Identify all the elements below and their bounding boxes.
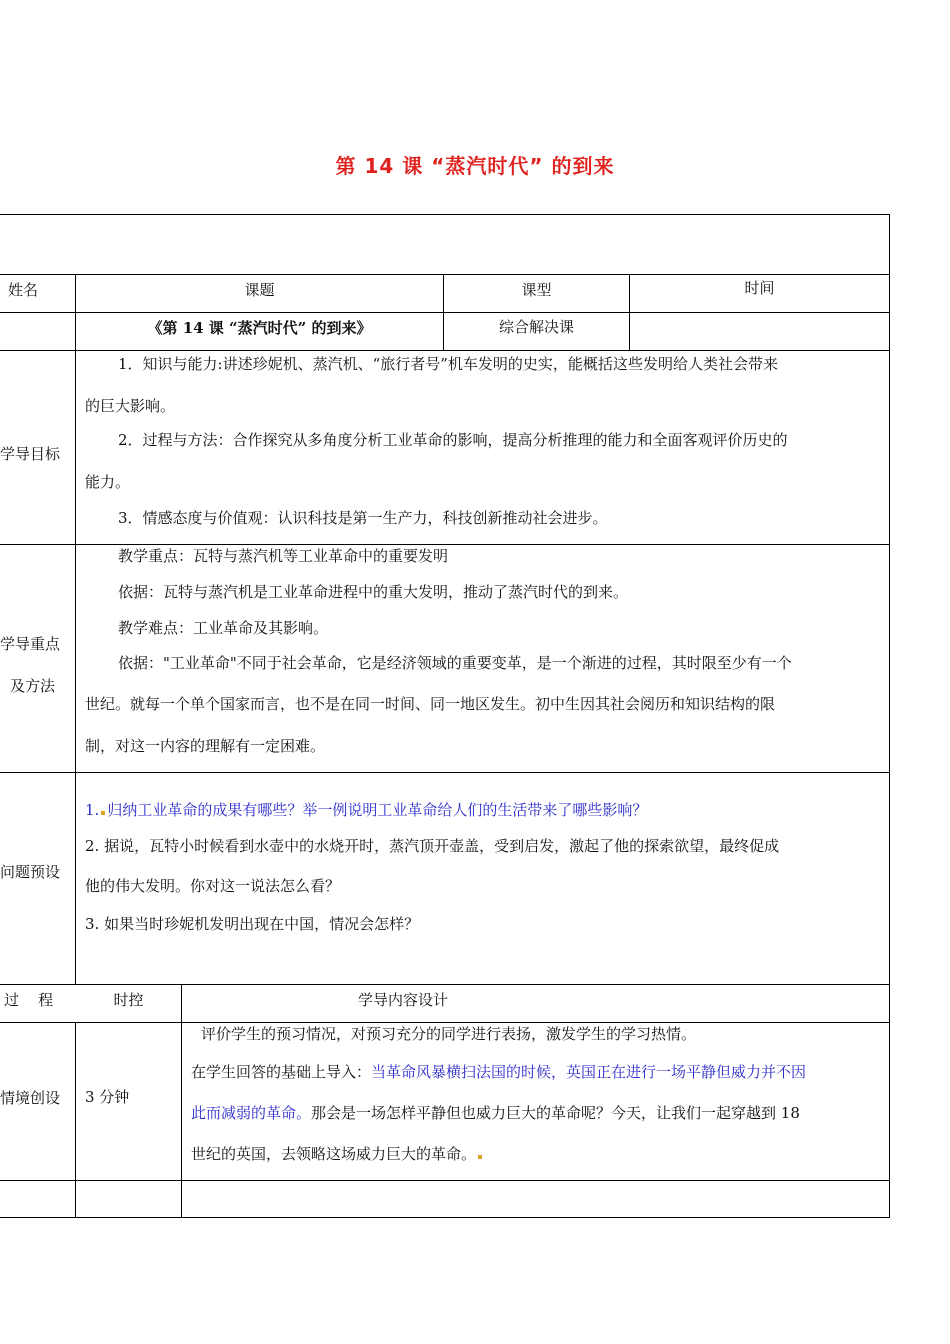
keypoint-line: 依据：瓦特与蒸汽机是工业革命进程中的重大发明，推动了蒸汽时代的到来。 xyxy=(118,583,629,601)
objective-line: 2．过程与方法：合作探究从多角度分析工业革命的影响，提高分析推理的能力和全面客观评价历史的 xyxy=(118,431,788,449)
question-1-text: 归纳工业革命的成果有哪些？举一例说明工业革命给人们的生活带来了哪些影响？ xyxy=(107,801,648,819)
keypoint-line: 依据："工业革命"不同于社会革命，它是经济领域的重要变革，是一个渐进的过程，其时限至少有一个 xyxy=(118,654,792,672)
scene-line-3 xyxy=(191,1095,800,1132)
objective-line: 能力。 xyxy=(85,473,131,491)
scene-line-2 xyxy=(191,1054,806,1091)
scene-line-3-highlight: 此而减弱的革命。 xyxy=(191,1104,312,1122)
question-1 xyxy=(85,792,647,829)
question-2-line1: 2. 据说，瓦特小时候看到水壶中的水烧开时，蒸汽顶开壶盖，受到启发，激起了他的探索欲望，最终促成 xyxy=(85,837,780,855)
time-control-header: 时控 xyxy=(113,991,144,1009)
name-header: 姓名 xyxy=(8,281,39,299)
question-3: 3. 如果当时珍妮机发明出现在中国，情况会怎样？ xyxy=(85,915,420,933)
marker-dot-icon xyxy=(478,1155,482,1159)
scene-line-3-rest: 那会是一场怎样平静但也威力巨大的革命呢？今天，让我们一起穿越到 18 xyxy=(311,1104,800,1122)
scene-duration: 3 分钟 xyxy=(85,1088,130,1106)
scene-line-1: 评价学生的预习情况，对预习充分的同学进行表扬，激发学生的学习热情。 xyxy=(201,1025,697,1043)
process-header: 过 程 xyxy=(4,991,54,1009)
marker-dot-icon xyxy=(101,811,105,815)
scene-line-4 xyxy=(191,1136,484,1173)
keypoint-line: 世纪。就每一个单个国家而言，也不是在同一时间、同一地区发生。初中生因其社会阅历和知识结构的限 xyxy=(85,695,776,713)
keypoints-label-line1: 学导重点 xyxy=(0,635,61,653)
scene-line-4-text: 世纪的英国，去领略这场威力巨大的革命。 xyxy=(191,1145,477,1163)
scene-line-2-highlight: 当革命风暴横扫法国的时候，英国正在进行一场平静但威力并不因 xyxy=(371,1063,807,1081)
question-2-line2: 他的伟大发明。你对这一说法怎么看？ xyxy=(85,877,341,895)
objective-line: 的巨大影响。 xyxy=(85,397,176,415)
objective-line: 1．知识与能力:讲述珍妮机、蒸汽机、“旅行者号”机车发明的史实，能概括这些发明给人类社会带来 xyxy=(118,355,778,373)
topic-value: 《第 14 课 “蒸汽时代” 的到来》 xyxy=(147,319,372,337)
scene-line-2-prefix: 在学生回答的基础上导入： xyxy=(191,1063,372,1081)
content-design-header: 学导内容设计 xyxy=(358,991,449,1009)
objective-line: 3．情感态度与价值观：认识科技是第一生产力，科技创新推动社会进步。 xyxy=(118,509,608,527)
type-header: 课型 xyxy=(521,281,552,299)
topic-header: 课题 xyxy=(244,281,275,299)
keypoint-line: 制，对这一内容的理解有一定困难。 xyxy=(85,737,326,755)
keypoints-label-line2: 及方法 xyxy=(10,677,56,695)
keypoint-line: 教学重点：瓦特与蒸汽机等工业革命中的重要发明 xyxy=(118,547,449,565)
objectives-label: 学导目标 xyxy=(0,445,61,463)
questions-label: 问题预设 xyxy=(0,863,61,881)
scene-label: 情境创设 xyxy=(0,1089,61,1107)
time-header: 时间 xyxy=(744,279,775,297)
question-1-number: 1. xyxy=(85,801,100,819)
type-value: 综合解决课 xyxy=(498,318,574,336)
keypoint-line: 教学难点：工业革命及其影响。 xyxy=(118,619,329,637)
page-title: 第 14 课 “蒸汽时代” 的到来 xyxy=(335,154,615,178)
